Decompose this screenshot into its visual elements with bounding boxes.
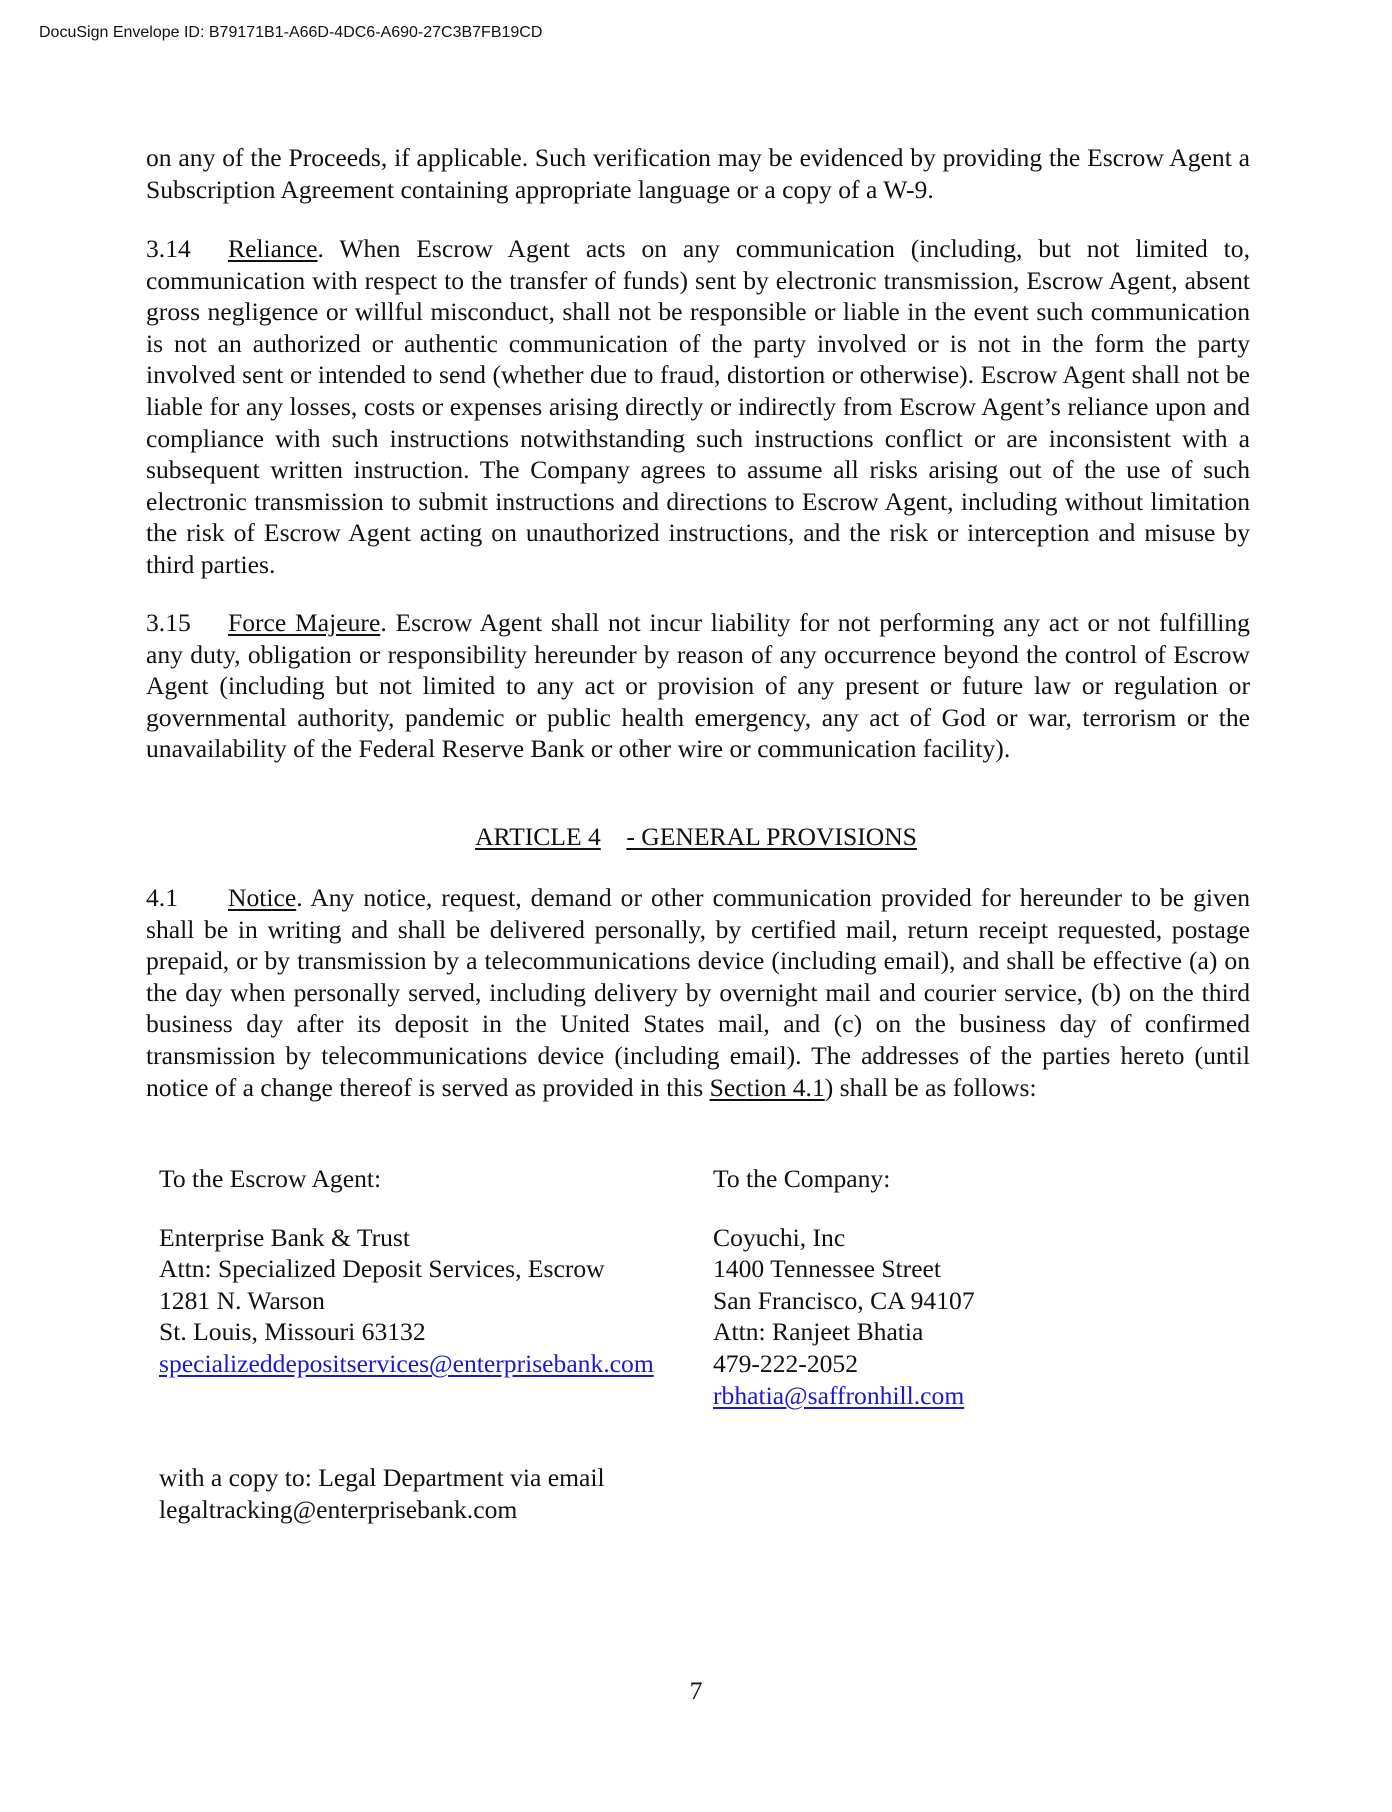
company-address bbox=[713, 1163, 975, 1411]
copy-to bbox=[159, 1462, 605, 1525]
address-line: Attn: Specialized Deposit Services, Escrow bbox=[159, 1254, 605, 1284]
copy-to-email: legaltracking@enterprisebank.com bbox=[159, 1494, 518, 1524]
address-line: 1281 N. Warson bbox=[159, 1285, 325, 1315]
section-3-15 bbox=[146, 607, 1250, 765]
address-line: 1400 Tennessee Street bbox=[713, 1254, 942, 1284]
section-title: Reliance bbox=[228, 234, 318, 263]
section-number: 4.1 bbox=[146, 883, 178, 912]
article-number: ARTICLE 4 bbox=[475, 822, 601, 851]
escrow-agent-email-link[interactable]: specializeddepositservices@enterprisebank.com bbox=[159, 1348, 654, 1378]
section-text: . Escrow Agent shall not incur liability for not performing any act or not fulfilling any duty, obligation or responsibility hereunder by reason of any occurrence beyond the control of Escrow Agent (including but not limited to any act or provision of any present or future law or regulation or governmental authority, pandemic or public health emergency, any act of God or war, terrorism or the unavailability of the Federal Reserve Bank or other wire or communication facility). bbox=[146, 608, 1250, 764]
address-line: San Francisco, CA 94107 bbox=[713, 1285, 975, 1315]
section-reference-link[interactable]: Section 4.1 bbox=[709, 1072, 825, 1102]
page-number: 7 bbox=[689, 1676, 703, 1705]
section-text: . When Escrow Agent acts on any communication (including, but not limited to, communication with respect to the transfer of funds) sent by electronic transmission, Escrow Agent, absent gross negligence or willful misconduct, shall not be responsible or liable in the event such communication is not an authorized or authentic communication of the party involved or is not in the form the party involved sent or intended to send (whether due to fraud, distortion or otherwise). Escrow Agent shall not be liable for any losses, costs or expenses arising directly or indirectly from Escrow Agent’s reliance upon and compliance with such instructions notwithstanding such instructions conflict or are inconsistent with a subsequent written instruction. The Company agrees to assume all risks arising out of the use of such electronic transmission to submit instructions and directions to Escrow Agent, including without limitation the risk of Escrow Agent acting on unauthorized instructions, and the risk or interception and misuse by third parties. bbox=[146, 234, 1250, 579]
section-number: 3.14 bbox=[146, 234, 191, 263]
company-email-link[interactable]: rbhatia@saffronhill.com bbox=[713, 1380, 965, 1410]
copy-to-line: with a copy to: Legal Department via email bbox=[159, 1463, 605, 1492]
address-line: Coyuchi, Inc bbox=[713, 1222, 846, 1252]
section-title: Notice bbox=[228, 883, 297, 912]
address-line: Attn: Ranjeet Bhatia bbox=[713, 1317, 924, 1347]
address-line: St. Louis, Missouri 63132 bbox=[159, 1317, 426, 1347]
section-text: . Any notice, request, demand or other communication provided for hereunder to be given shall be in writing and shall be delivered personally, by certified mail, return receipt requested, postage prepaid, or by transmission by a telecommunications device (including email), and shall be effective (a) on the day when personally served, including delivery by overnight mail and courier service, (b) on the third business day after its deposit in the United States mail, and (c) on the business day of confirmed transmission by telecommunications device (including email). The addresses of the parties hereto (until notice of a change thereof is served as provided in this bbox=[146, 883, 1250, 1102]
address-line: Enterprise Bank & Trust bbox=[159, 1222, 410, 1252]
section-title: Force Majeure bbox=[228, 608, 381, 637]
section-3-14 bbox=[146, 233, 1250, 581]
address-line: 479-222-2052 bbox=[713, 1348, 859, 1378]
company-heading: To the Company: bbox=[713, 1164, 891, 1193]
section-number: 3.15 bbox=[146, 608, 191, 637]
section-text-end: ) shall be as follows: bbox=[824, 1072, 1037, 1102]
article-title: - GENERAL PROVISIONS bbox=[626, 822, 917, 851]
escrow-agent-address bbox=[159, 1163, 654, 1380]
article-heading bbox=[0, 822, 1392, 852]
section-4-1 bbox=[146, 882, 1250, 1103]
escrow-agent-heading: To the Escrow Agent: bbox=[159, 1164, 382, 1193]
intro-paragraph: on any of the Proceeds, if applicable. Such verification may be evidenced by providing the Escrow Agent a Subscription Agreement containing appropriate language or a copy of a W-9. bbox=[146, 143, 1250, 204]
docusign-envelope-id: DocuSign Envelope ID: B79171B1-A66D-4DC6-A690-27C3B7FB19CD bbox=[39, 24, 543, 41]
